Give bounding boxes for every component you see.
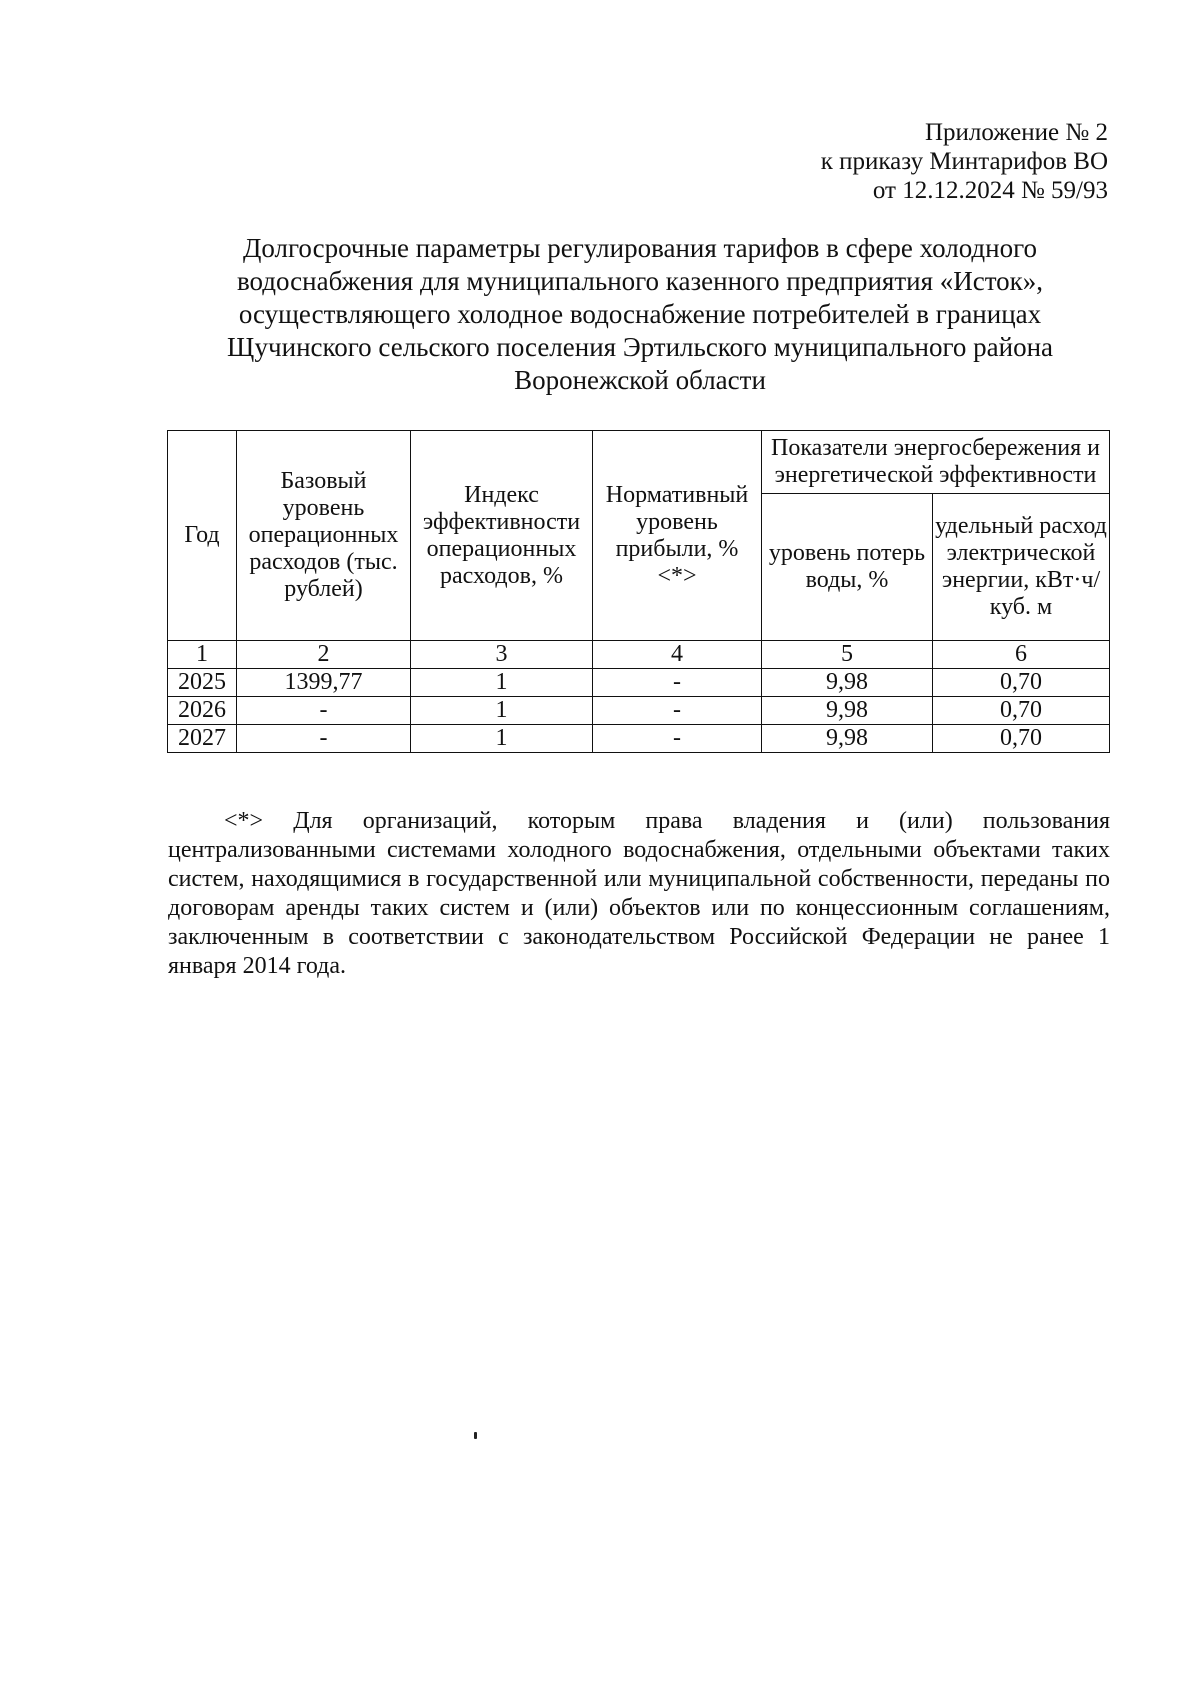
cell-base-level: 1399,77	[237, 669, 411, 697]
parameters-table	[167, 430, 1110, 753]
cell-efficiency-index: 1	[411, 697, 593, 725]
header-water-loss: уровень потерь воды, %	[762, 494, 933, 641]
column-number: 2	[237, 641, 411, 669]
cell-efficiency-index: 1	[411, 669, 593, 697]
column-number: 3	[411, 641, 593, 669]
footnote-text: <*> Для организаций, которым права владения и (или) пользования централизованными системами холодного водоснабжения, отдельными объектами таких систем, находящимися в государственной или муниципальной собственности, переданы по договорам аренды таких систем и (или) объектов или по концессионным соглашениям, заключенным в соответствии с законодательством Российской Федерации не ранее 1 января 2014 года.	[168, 808, 1110, 979]
column-number: 5	[762, 641, 933, 669]
title-line: Воронежской области	[514, 365, 766, 395]
cell-electricity: 0,70	[933, 725, 1110, 753]
cell-water-loss: 9,98	[762, 725, 933, 753]
appendix-date: от 12.12.2024 № 59/93	[872, 177, 1108, 204]
cell-year: 2026	[168, 697, 237, 725]
table-row	[168, 725, 1110, 753]
table-row	[168, 669, 1110, 697]
footnote	[168, 807, 1110, 981]
document-title	[150, 232, 1130, 397]
header-year: Год	[168, 431, 237, 641]
cell-electricity: 0,70	[933, 669, 1110, 697]
table-row	[168, 697, 1110, 725]
appendix-number: Приложение № 2	[924, 119, 1108, 146]
cell-water-loss: 9,98	[762, 697, 933, 725]
table-header-row	[168, 431, 1110, 494]
title-line: Долгосрочные параметры регулирования тарифов в сфере холодного	[242, 233, 1038, 263]
column-number: 6	[933, 641, 1110, 669]
cell-year: 2025	[168, 669, 237, 697]
header-base-level: Базовый уровень операционных расходов (тыс. рублей)	[237, 431, 411, 641]
cell-water-loss: 9,98	[762, 669, 933, 697]
cell-efficiency-index: 1	[411, 725, 593, 753]
title-line: Щучинского сельского поселения Эртильского муниципального района	[226, 332, 1054, 362]
header-profit-level: Нормативный уровень прибыли, % <*>	[593, 431, 762, 641]
cell-base-level: -	[237, 697, 411, 725]
cell-profit-level: -	[593, 725, 762, 753]
column-number: 1	[168, 641, 237, 669]
appendix-order: к приказу Минтарифов ВО	[820, 148, 1108, 175]
header-energy-group: Показатели энергосбережения и энергетической эффективности	[762, 431, 1110, 494]
cell-base-level: -	[237, 725, 411, 753]
cell-profit-level: -	[593, 669, 762, 697]
header-efficiency-index: Индекс эффективности операционных расходов, %	[411, 431, 593, 641]
column-number-row	[168, 641, 1110, 669]
cell-electricity: 0,70	[933, 697, 1110, 725]
scan-speck	[474, 1432, 477, 1439]
cell-year: 2027	[168, 725, 237, 753]
cell-profit-level: -	[593, 697, 762, 725]
title-line: осуществляющего холодное водоснабжение потребителей в границах	[238, 299, 1042, 329]
column-number: 4	[593, 641, 762, 669]
appendix-reference	[821, 118, 1108, 205]
title-line: водоснабжения для муниципального казенного предприятия «Исток»,	[236, 266, 1044, 296]
header-electricity: удельный расход электрической энергии, кВт·ч/куб. м	[933, 494, 1110, 641]
